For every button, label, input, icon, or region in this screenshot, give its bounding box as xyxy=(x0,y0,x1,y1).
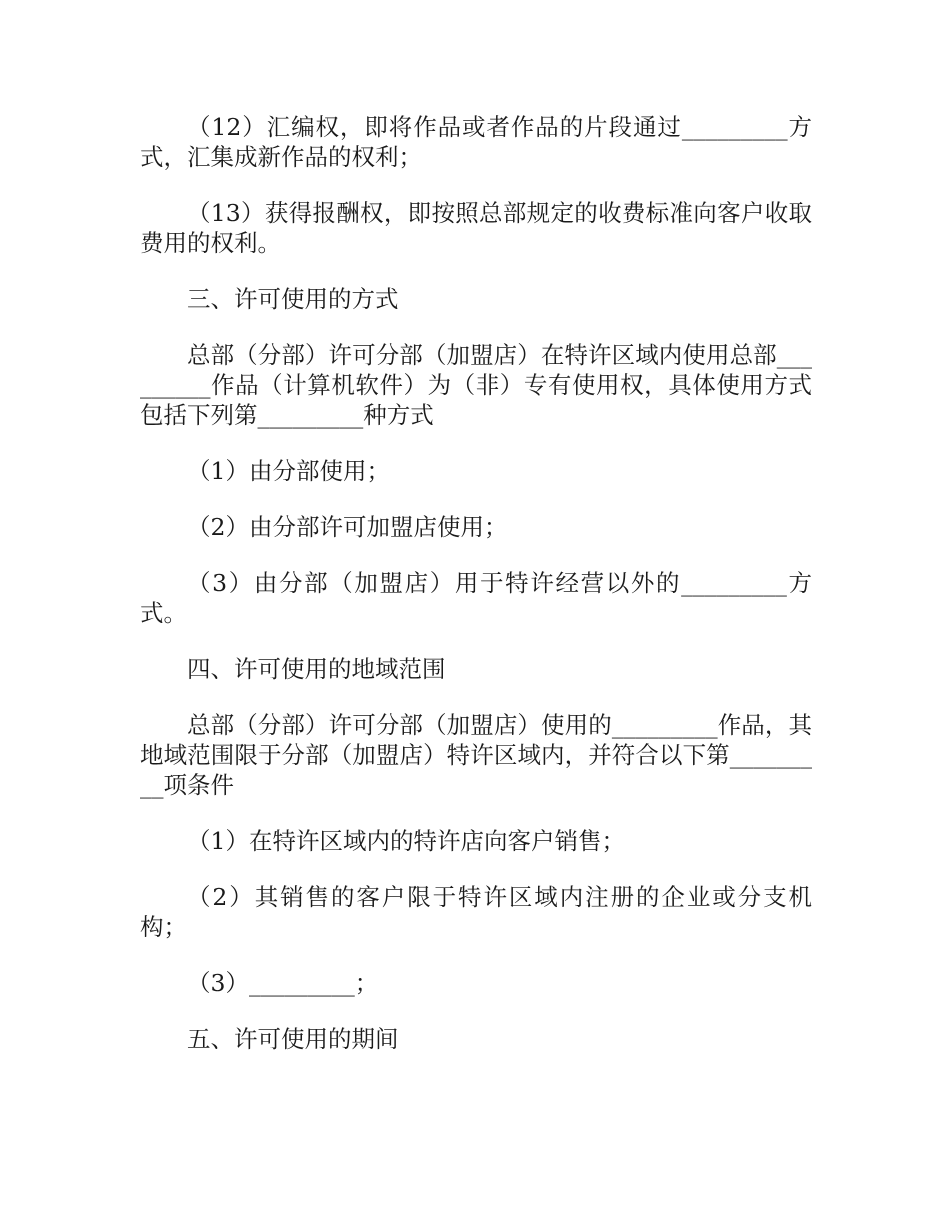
usage-method-item-2: （2）由分部许可加盟店使用； xyxy=(187,513,508,541)
territory-item-3: （3）_________； xyxy=(187,969,379,997)
territory-paragraph: 总部（分部）许可分部（加盟店）使用的_________作品，其地域范围限于分部（加盟店）特许区域内，并符合以下第_________项条件 xyxy=(140,711,812,799)
usage-method-item-1: （1）由分部使用； xyxy=(187,457,390,485)
clause-13-remuneration-right: （13）获得报酬权，即按照总部规定的收费标准向客户收取费用的权利。 xyxy=(140,199,812,257)
section-heading-period: 五、许可使用的期间 xyxy=(187,1025,399,1053)
usage-method-item-3: （3）由分部（加盟店）用于特许经营以外的_________方式。 xyxy=(140,569,812,627)
section-heading-territory: 四、许可使用的地域范围 xyxy=(187,655,446,683)
territory-item-1: （1）在特许区域内的特许店向客户销售； xyxy=(187,827,625,855)
clause-12-compilation-right: （12）汇编权，即将作品或者作品的片段通过_________方式，汇集成新作品的权利； xyxy=(140,113,812,171)
document-body xyxy=(140,112,812,1080)
territory-item-2: （2）其销售的客户限于特许区域内注册的企业或分支机构； xyxy=(140,883,812,941)
usage-method-paragraph: 总部（分部）许可分部（加盟店）在特许区域内使用总部_________作品（计算机软件）为（非）专有使用权，具体使用方式包括下列第_________种方式 xyxy=(140,341,812,429)
section-heading-usage-method: 三、许可使用的方式 xyxy=(187,285,399,313)
